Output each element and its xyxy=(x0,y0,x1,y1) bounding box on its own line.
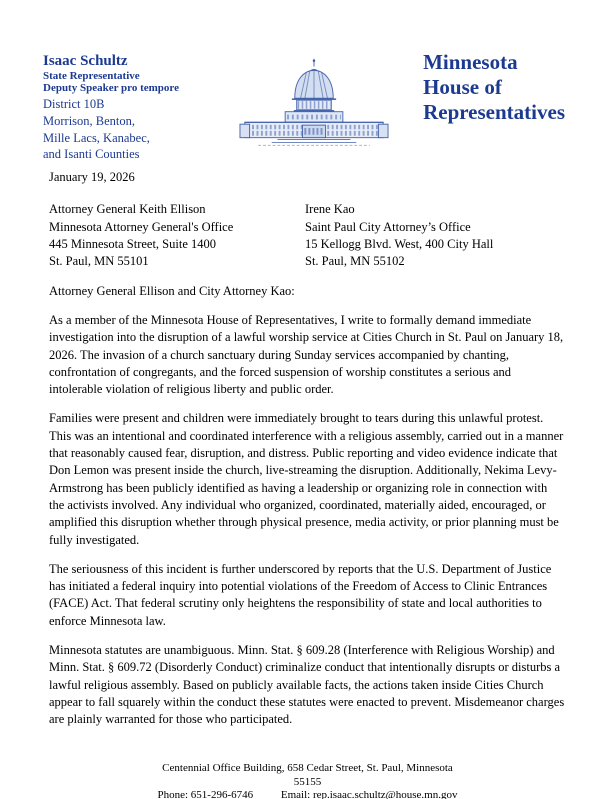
body-paragraph-4: Minnesota statutes are unambiguous. Minn. Stat. § 609.28 (Interference with Religious Worship) and Minn. Stat. § 609.72 (Disorderly Conduct) criminalize conduct that intentionally disrupts or disturbs a lawful religious assembly. Based on publicly available facts, the actions taken inside Cities Church appear to fall squarely within the conduct these statutes were enacted to prevent. Misdemeanor charges are plainly warranted for those who participated. xyxy=(49,643,565,727)
capitol-building-icon xyxy=(239,53,389,163)
recipient-city: St. Paul, MN 55101 xyxy=(49,254,149,269)
footer-contact-row xyxy=(158,789,458,799)
footer-address: Centennial Office Building, 658 Cedar Street, St. Paul, Minnesota 55155 xyxy=(162,762,453,788)
recipient-name: Irene Kao xyxy=(305,202,355,217)
org-title-line-3: Representatives xyxy=(423,100,565,124)
recipient-office: Saint Paul City Attorney’s Office xyxy=(305,219,471,234)
representative-name: Isaac Schultz xyxy=(43,53,128,69)
footer-phone: Phone: 651-296-6746 xyxy=(157,789,254,799)
representative-role-1: State Representative xyxy=(43,70,140,82)
body-paragraph-1: As a member of the Minnesota House of Representatives, I write to formally demand immediate investigation into the disruption of a lawful worship service at Cities Church in St. Paul on January 18, 2026. The invasion of a church sanctuary during Sunday services accompanied by chanting, confrontation of congregants, and the forced suspension of worship constitutes a serious and intolerable violation of religious liberty and public order. xyxy=(49,312,564,397)
body-paragraph-3: The seriousness of this incident is further underscored by reports that the U.S. Department of Justice has initiated a federal inquiry into potential violations of the Freedom of Access to Clinic Entrances (FACE) Act. That federal scrutiny only heightens the responsibility of state and local authorities to enforce Minnesota law. xyxy=(49,561,552,628)
recipients xyxy=(49,201,565,270)
org-title xyxy=(389,50,565,163)
recipient-block-kao xyxy=(305,201,493,270)
body-paragraph-2: Families were present and children were immediately brought to tears during this unlawful protest. This was an intentional and coordinated interference with a religious assembly, carried out in a manner that reasonably caused fear, disruption, and distress. Public reporting and video evidence indicate that Don Lemon was present inside the church, live-streaming the disruption. Additionally, Nekima Levy-Armstrong has been publicly identified as having a leadership or organizing role in connection with the activists involved. Any individual who organized, coordinated, materially aided, encouraged, or amplified this disruption whether through physical presence, media activity, or prior planning must be fully investigated. xyxy=(49,411,564,547)
footer-email: Email: rep.isaac.schultz@house.mn.gov xyxy=(280,789,458,799)
counties-line-2: Mille Lacs, Kanabec, xyxy=(43,130,150,145)
counties-line-1: Morrison, Benton, xyxy=(43,113,136,128)
recipient-office: Minnesota Attorney General's Office xyxy=(49,219,234,234)
district-label: District 10B xyxy=(43,97,105,111)
representative-info xyxy=(43,53,239,163)
letterhead xyxy=(43,50,565,163)
counties-line-3: and Isanti Counties xyxy=(43,147,140,162)
recipient-block-ellison xyxy=(49,201,305,270)
letter-date: January 19, 2026 xyxy=(49,170,135,185)
letter-footer xyxy=(0,762,615,799)
recipient-street: 15 Kellogg Blvd. West, 400 City Hall xyxy=(305,237,494,252)
org-title-line-1: Minnesota xyxy=(423,50,518,74)
org-title-line-2: House of xyxy=(423,75,502,99)
footer-inner xyxy=(158,762,458,799)
recipient-city: St. Paul, MN 55102 xyxy=(305,254,405,269)
recipient-name: Attorney General Keith Ellison xyxy=(49,202,206,217)
salutation: Attorney General Ellison and City Attorney Kao: xyxy=(49,283,295,298)
representative-role-2: Deputy Speaker pro tempore xyxy=(43,82,179,94)
recipient-street: 445 Minnesota Street, Suite 1400 xyxy=(49,237,216,252)
